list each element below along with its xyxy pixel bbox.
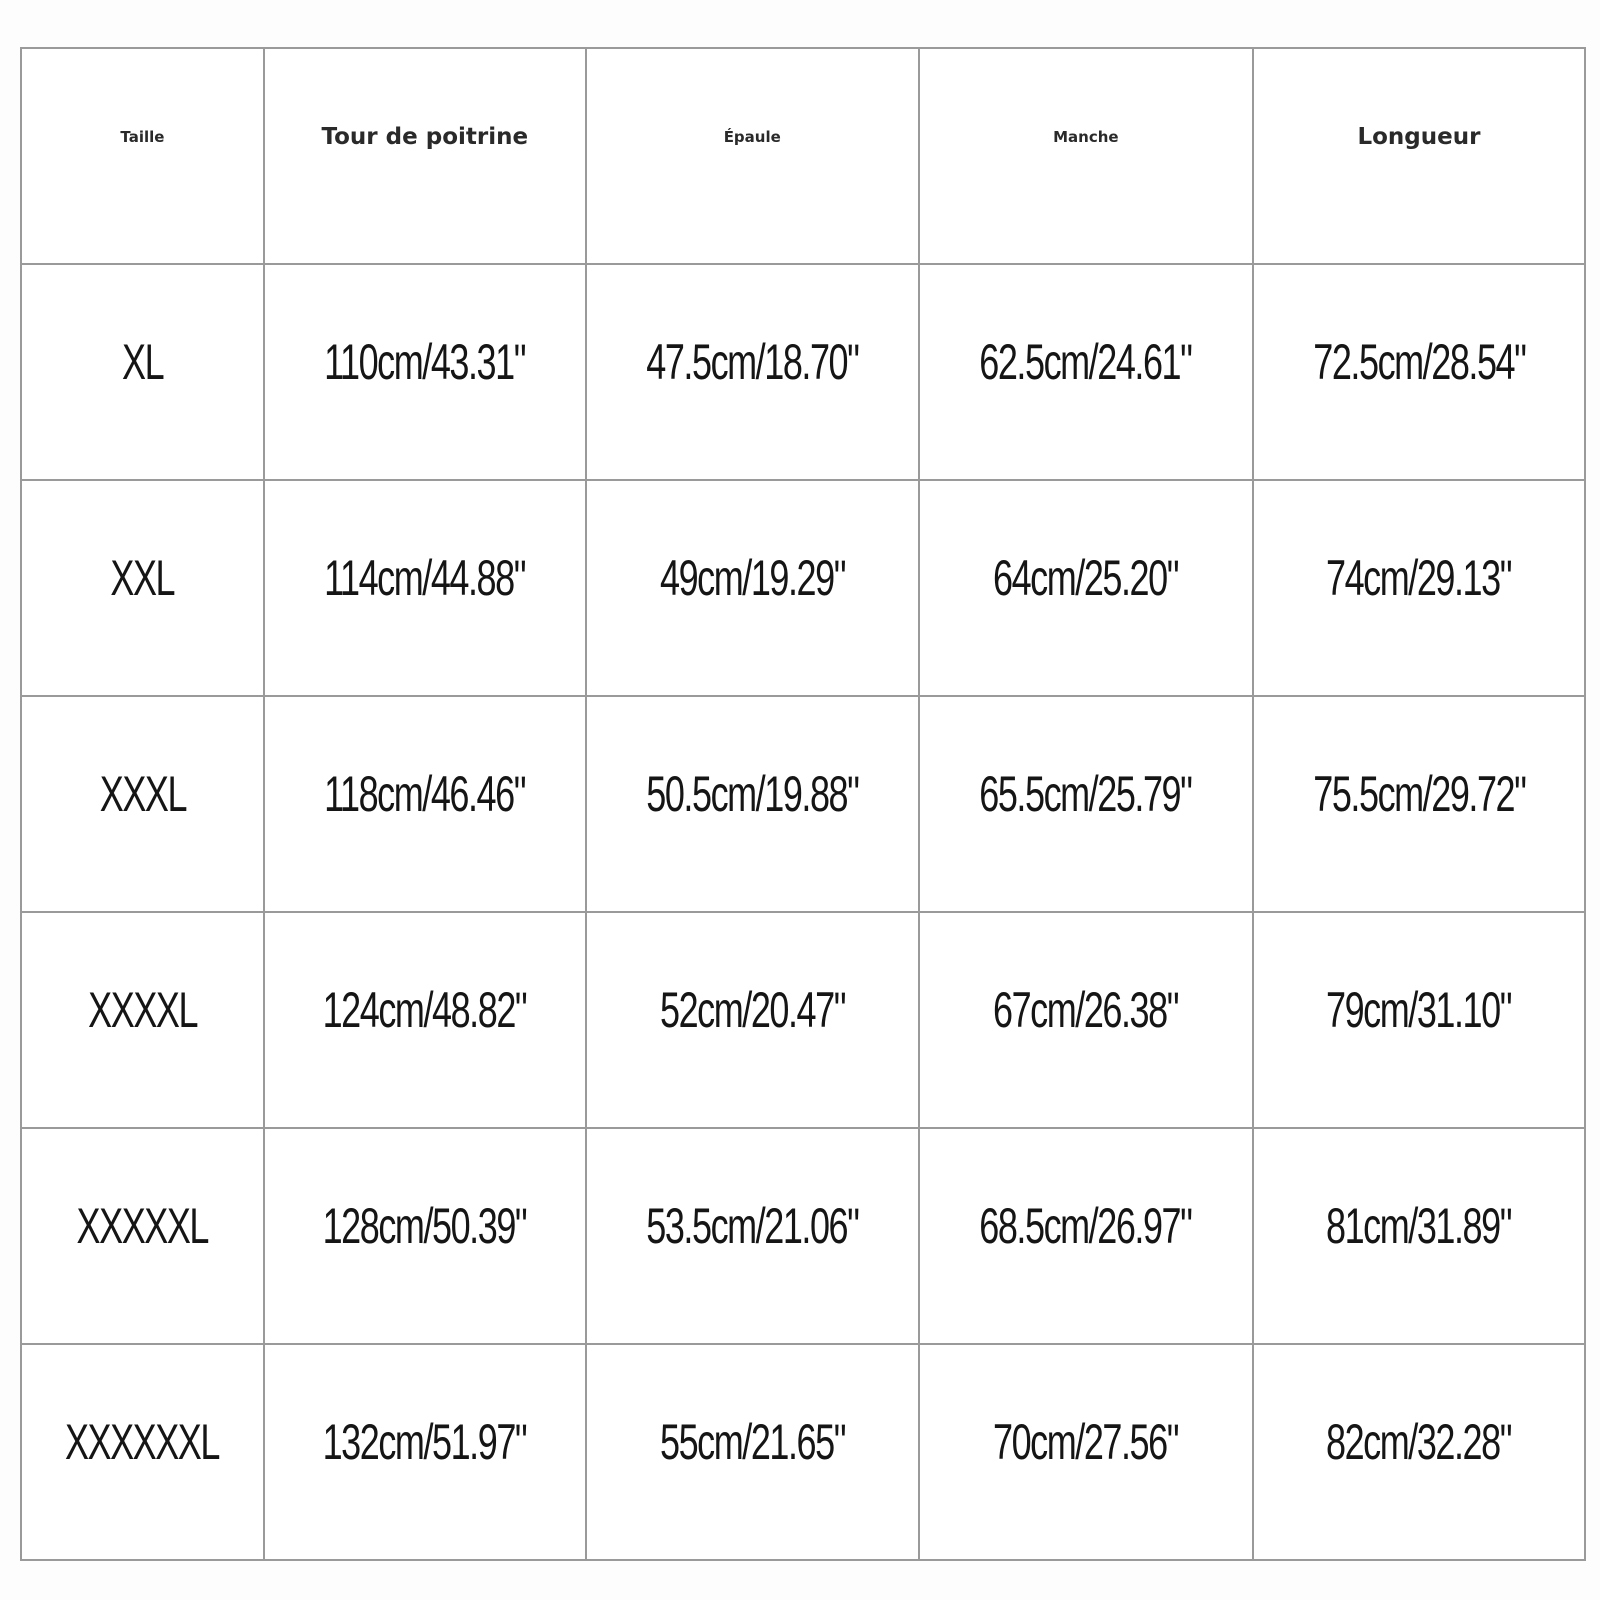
size-cell: XL <box>21 264 264 480</box>
chest-cell: 132cm/51.97" <box>264 1344 586 1560</box>
shoulder-cell: 47.5cm/18.70" <box>586 264 919 480</box>
size-chart-table <box>20 47 1586 1561</box>
size-cell: XXXXL <box>21 912 264 1128</box>
table-row <box>21 264 1585 480</box>
sleeve-cell: 62.5cm/24.61" <box>919 264 1253 480</box>
size-cell: XXXXXXL <box>21 1344 264 1560</box>
chest-cell: 128cm/50.39" <box>264 1128 586 1344</box>
length-cell: 81cm/31.89" <box>1253 1128 1585 1344</box>
length-cell: 79cm/31.10" <box>1253 912 1585 1128</box>
header-row <box>21 48 1585 264</box>
header-size: Taille <box>21 48 264 264</box>
size-cell: XXXXXL <box>21 1128 264 1344</box>
sleeve-cell: 65.5cm/25.79" <box>919 696 1253 912</box>
shoulder-cell: 55cm/21.65" <box>586 1344 919 1560</box>
shoulder-cell: 50.5cm/19.88" <box>586 696 919 912</box>
sleeve-cell: 64cm/25.20" <box>919 480 1253 696</box>
size-cell: XXL <box>21 480 264 696</box>
header-shoulder: Épaule <box>586 48 919 264</box>
length-cell: 82cm/32.28" <box>1253 1344 1585 1560</box>
shoulder-cell: 49cm/19.29" <box>586 480 919 696</box>
length-cell: 75.5cm/29.72" <box>1253 696 1585 912</box>
chest-cell: 124cm/48.82" <box>264 912 586 1128</box>
chest-cell: 110cm/43.31" <box>264 264 586 480</box>
sleeve-cell: 68.5cm/26.97" <box>919 1128 1253 1344</box>
chest-cell: 114cm/44.88" <box>264 480 586 696</box>
table-row <box>21 912 1585 1128</box>
sleeve-cell: 70cm/27.56" <box>919 1344 1253 1560</box>
table-row <box>21 1344 1585 1560</box>
chest-cell: 118cm/46.46" <box>264 696 586 912</box>
header-chest: Tour de poitrine <box>264 48 586 264</box>
length-cell: 74cm/29.13" <box>1253 480 1585 696</box>
shoulder-cell: 52cm/20.47" <box>586 912 919 1128</box>
shoulder-cell: 53.5cm/21.06" <box>586 1128 919 1344</box>
header-sleeve: Manche <box>919 48 1253 264</box>
size-cell: XXXL <box>21 696 264 912</box>
table-row <box>21 480 1585 696</box>
sleeve-cell: 67cm/26.38" <box>919 912 1253 1128</box>
table-row <box>21 696 1585 912</box>
length-cell: 72.5cm/28.54" <box>1253 264 1585 480</box>
header-length: Longueur <box>1253 48 1585 264</box>
table-row <box>21 1128 1585 1344</box>
